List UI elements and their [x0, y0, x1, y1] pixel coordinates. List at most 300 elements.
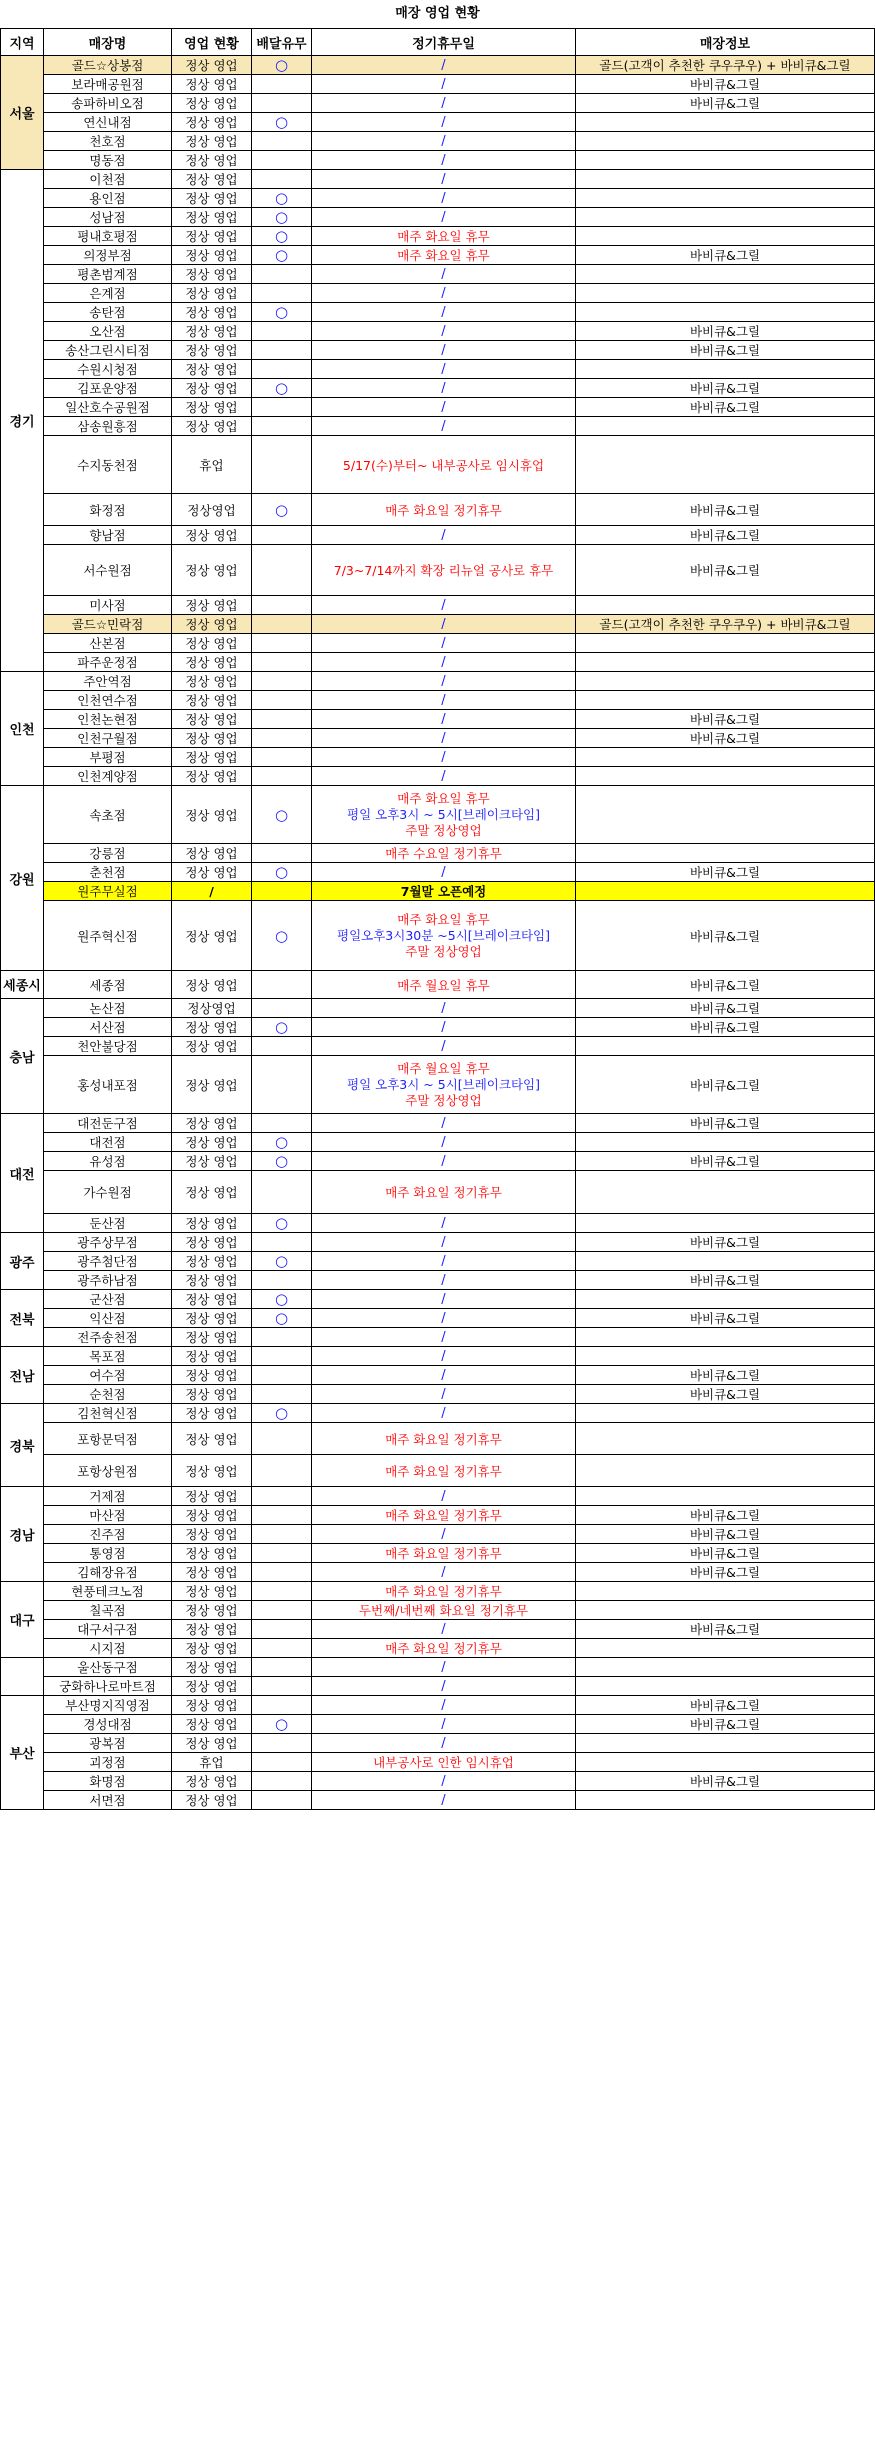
delivery-cell: [252, 691, 312, 710]
store-status: 정상 영업: [172, 1734, 252, 1753]
delivery-cell: [252, 1639, 312, 1658]
delivery-cell: [252, 1404, 312, 1423]
delivery-cell: [252, 1487, 312, 1506]
delivery-cell: [252, 1423, 312, 1455]
store-info: 바비큐&그릴: [576, 545, 875, 596]
delivery-cell: [252, 526, 312, 545]
delivery-cell: [252, 94, 312, 113]
store-info: [576, 1037, 875, 1056]
store-name: 서산점: [44, 1018, 172, 1037]
store-status: 정상 영업: [172, 767, 252, 786]
closed-day: 7/3~7/14까지 확장 리뉴얼 공사로 휴무: [312, 545, 576, 596]
store-info: [576, 1171, 875, 1214]
store-status: 정상 영업: [172, 360, 252, 379]
circle-icon: ○: [274, 805, 289, 824]
closed-day: 5/17(수)부터~ 내부공사로 임시휴업: [312, 436, 576, 494]
store-status: 정상 영업: [172, 1171, 252, 1214]
store-status: 정상 영업: [172, 1233, 252, 1252]
store-name: 삼송원흥점: [44, 417, 172, 436]
store-name: 은계점: [44, 284, 172, 303]
table-row: [1, 1582, 875, 1601]
table-row: [1, 1271, 875, 1290]
store-status: 정상 영업: [172, 151, 252, 170]
closed-day: /: [312, 729, 576, 748]
store-info: 바비큐&그릴: [576, 1772, 875, 1791]
store-info: [576, 1487, 875, 1506]
closed-day: /: [312, 1563, 576, 1582]
table-row: [1, 246, 875, 265]
table-row: [1, 844, 875, 863]
table-row: [1, 1037, 875, 1056]
delivery-cell: [252, 1715, 312, 1734]
table-row: [1, 1404, 875, 1423]
delivery-cell: [252, 303, 312, 322]
closed-day: /: [312, 398, 576, 417]
store-info: [576, 1347, 875, 1366]
closed-day: /: [312, 265, 576, 284]
region-cell: 경남: [1, 1487, 44, 1582]
delivery-cell: [252, 1563, 312, 1582]
delivery-cell: [252, 246, 312, 265]
closed-day: /: [312, 360, 576, 379]
table-row: [1, 113, 875, 132]
store-status: 정상 영업: [172, 75, 252, 94]
store-name: 서수원점: [44, 545, 172, 596]
closed-day: 매주 화요일 정기휴무: [312, 1639, 576, 1658]
store-name: 화명점: [44, 1772, 172, 1791]
table-row: [1, 971, 875, 999]
store-info: 바비큐&그릴: [576, 1544, 875, 1563]
store-name: 부산명지직영점: [44, 1696, 172, 1715]
store-status: 정상 영업: [172, 672, 252, 691]
store-status: 정상 영업: [172, 113, 252, 132]
store-name: 수원시청점: [44, 360, 172, 379]
closed-day: /: [312, 672, 576, 691]
table-row: [1, 786, 875, 844]
header-delivery: 배달유무: [252, 29, 312, 56]
header-region: 지역: [1, 29, 44, 56]
delivery-cell: [252, 634, 312, 653]
store-name: 명동점: [44, 151, 172, 170]
delivery-cell: [252, 672, 312, 691]
store-status: 정상 영업: [172, 56, 252, 75]
closed-day: /: [312, 634, 576, 653]
table-row: [1, 1423, 875, 1455]
store-info: 바비큐&그릴: [576, 75, 875, 94]
table-row: [1, 653, 875, 672]
store-info: 바비큐&그릴: [576, 246, 875, 265]
store-status: 정상 영업: [172, 1056, 252, 1114]
delivery-cell: [252, 1772, 312, 1791]
delivery-cell: [252, 1734, 312, 1753]
delivery-cell: [252, 999, 312, 1018]
store-status: 정상 영업: [172, 1309, 252, 1328]
store-name: 평촌범계점: [44, 265, 172, 284]
store-info: [576, 767, 875, 786]
table-row: [1, 691, 875, 710]
delivery-cell: [252, 767, 312, 786]
closed-day: /: [312, 748, 576, 767]
delivery-cell: [252, 1037, 312, 1056]
store-info: 바비큐&그릴: [576, 1309, 875, 1328]
store-info: 바비큐&그릴: [576, 1715, 875, 1734]
store-status: 정상 영업: [172, 1018, 252, 1037]
delivery-cell: [252, 1366, 312, 1385]
delivery-cell: [252, 189, 312, 208]
store-name: 오산점: [44, 322, 172, 341]
store-status: 정상영업: [172, 494, 252, 526]
delivery-cell: [252, 436, 312, 494]
delivery-cell: [252, 1347, 312, 1366]
closed-day: /: [312, 767, 576, 786]
closed-day: /: [312, 653, 576, 672]
store-status: 정상 영업: [172, 1455, 252, 1487]
store-name: 김해장유점: [44, 1563, 172, 1582]
closed-day: /: [312, 208, 576, 227]
store-status: 정상 영업: [172, 1271, 252, 1290]
table-row: [1, 265, 875, 284]
store-status: 정상 영업: [172, 748, 252, 767]
delivery-cell: [252, 1233, 312, 1252]
circle-icon: ○: [274, 113, 289, 131]
closed-day: 매주 화요일 정기휴무: [312, 1506, 576, 1525]
store-info: [576, 1677, 875, 1696]
store-info: [576, 596, 875, 615]
delivery-cell: [252, 971, 312, 999]
store-info: 바비큐&그릴: [576, 1525, 875, 1544]
delivery-cell: [252, 1133, 312, 1152]
store-name: 군산점: [44, 1290, 172, 1309]
store-info: [576, 227, 875, 246]
delivery-cell: [252, 1791, 312, 1810]
table-row: [1, 1366, 875, 1385]
table-row: [1, 748, 875, 767]
store-info: [576, 265, 875, 284]
closed-day: /: [312, 1487, 576, 1506]
region-cell: 경북: [1, 1404, 44, 1487]
delivery-cell: [252, 729, 312, 748]
store-info: 바비큐&그릴: [576, 1233, 875, 1252]
delivery-cell: [252, 341, 312, 360]
delivery-cell: [252, 1171, 312, 1214]
store-name: 원주혁신점: [44, 901, 172, 971]
store-status: 정상 영업: [172, 398, 252, 417]
store-name: 시지점: [44, 1639, 172, 1658]
store-status: 정상 영업: [172, 1506, 252, 1525]
closed-day: /: [312, 284, 576, 303]
closed-day: /: [312, 526, 576, 545]
store-name: 여수점: [44, 1366, 172, 1385]
store-name: 세종점: [44, 971, 172, 999]
store-info: [576, 360, 875, 379]
store-info: [576, 1133, 875, 1152]
store-name: 논산점: [44, 999, 172, 1018]
store-info: [576, 151, 875, 170]
closed-day: 매주 화요일 정기휴무: [312, 1582, 576, 1601]
closed-day: /: [312, 1347, 576, 1366]
store-info: 바비큐&그릴: [576, 494, 875, 526]
table-row: [1, 1152, 875, 1171]
region-cell: 전남: [1, 1347, 44, 1404]
closed-day-line: 평일 오후3시 ~ 5시[브레이크타임]: [347, 806, 540, 822]
delivery-cell: [252, 1544, 312, 1563]
store-status: 정상 영업: [172, 691, 252, 710]
closed-day: /: [312, 1734, 576, 1753]
closed-day: 매주 화요일 정기휴무: [312, 1455, 576, 1487]
closed-day: 매주 화요일 정기휴무: [312, 1544, 576, 1563]
delivery-cell: [252, 653, 312, 672]
store-info: [576, 417, 875, 436]
store-name: 천호점: [44, 132, 172, 151]
store-status: 정상 영업: [172, 1639, 252, 1658]
store-status: 정상 영업: [172, 844, 252, 863]
store-info: 바비큐&그릴: [576, 710, 875, 729]
store-status: 정상 영업: [172, 729, 252, 748]
store-status: 정상 영업: [172, 322, 252, 341]
table-row: [1, 284, 875, 303]
header-store-info: 매장정보: [576, 29, 875, 56]
delivery-cell: [252, 56, 312, 75]
store-status: 휴업: [172, 436, 252, 494]
store-info: 바비큐&그릴: [576, 94, 875, 113]
store-status: 정상 영업: [172, 1601, 252, 1620]
header-store-name: 매장명: [44, 29, 172, 56]
table-row: [1, 1639, 875, 1658]
store-info: 바비큐&그릴: [576, 322, 875, 341]
store-name: 인천연수점: [44, 691, 172, 710]
closed-day: /: [312, 303, 576, 322]
closed-day: /: [312, 596, 576, 615]
circle-icon: ○: [274, 1252, 289, 1270]
store-info: 골드(고객이 추천한 쿠우쿠우) + 바비큐&그릴: [576, 56, 875, 75]
table-row: [1, 1309, 875, 1328]
table-row: [1, 1114, 875, 1133]
store-info: [576, 1658, 875, 1677]
store-info: [576, 113, 875, 132]
store-status: 정상 영업: [172, 1677, 252, 1696]
table-row: [1, 1753, 875, 1772]
store-info: 바비큐&그릴: [576, 999, 875, 1018]
table-row: [1, 1347, 875, 1366]
delivery-cell: [252, 1328, 312, 1347]
region-cell: 강원: [1, 786, 44, 971]
store-name: 통영점: [44, 1544, 172, 1563]
store-status: 정상 영업: [172, 94, 252, 113]
closed-day: /: [312, 1658, 576, 1677]
store-info: 바비큐&그릴: [576, 901, 875, 971]
table-row: [1, 1018, 875, 1037]
store-info: 바비큐&그릴: [576, 1152, 875, 1171]
table-row: [1, 1252, 875, 1271]
closed-day: 매주 화요일 정기휴무: [312, 494, 576, 526]
closed-day-line: 평일 오후3시 ~ 5시[브레이크타임]: [347, 1076, 540, 1092]
store-status: 정상 영업: [172, 1133, 252, 1152]
store-name: 송탄점: [44, 303, 172, 322]
delivery-cell: [252, 596, 312, 615]
closed-day-line: 주말 정상영업: [405, 822, 482, 838]
closed-day: [312, 1056, 576, 1114]
table-row: [1, 322, 875, 341]
closed-day: /: [312, 322, 576, 341]
store-info: 바비큐&그릴: [576, 1563, 875, 1582]
closed-day: /: [312, 1133, 576, 1152]
store-name: 대전둔구점: [44, 1114, 172, 1133]
store-status: 정상 영업: [172, 1252, 252, 1271]
table-row: [1, 227, 875, 246]
store-status: 정상 영업: [172, 303, 252, 322]
store-info: [576, 1290, 875, 1309]
closed-day: /: [312, 1114, 576, 1133]
store-name: 현풍테크노점: [44, 1582, 172, 1601]
circle-icon: ○: [274, 208, 289, 226]
delivery-cell: [252, 1252, 312, 1271]
table-row: [1, 132, 875, 151]
table-row: [1, 545, 875, 596]
closed-day: /: [312, 1366, 576, 1385]
store-name: 전주송천점: [44, 1328, 172, 1347]
store-info: [576, 208, 875, 227]
table-row: [1, 1715, 875, 1734]
circle-icon: ○: [274, 863, 289, 881]
circle-icon: ○: [274, 1152, 289, 1170]
table-row: [1, 729, 875, 748]
store-info: 바비큐&그릴: [576, 1018, 875, 1037]
store-status: 정상 영업: [172, 170, 252, 189]
store-info: [576, 1601, 875, 1620]
closed-day: /: [312, 863, 576, 882]
store-name: 인천논현점: [44, 710, 172, 729]
store-status: 정상 영업: [172, 1152, 252, 1171]
store-info: [576, 1455, 875, 1487]
delivery-cell: [252, 863, 312, 882]
closed-day: /: [312, 1152, 576, 1171]
delivery-cell: [252, 398, 312, 417]
closed-day: /: [312, 999, 576, 1018]
store-info: [576, 786, 875, 844]
closed-day: /: [312, 189, 576, 208]
store-name: 가수원점: [44, 1171, 172, 1214]
table-row: [1, 360, 875, 379]
table-row: [1, 1233, 875, 1252]
delivery-cell: [252, 1309, 312, 1328]
store-status: 정상 영업: [172, 132, 252, 151]
store-status: 휴업: [172, 1753, 252, 1772]
store-info: [576, 1404, 875, 1423]
store-status: 정상 영업: [172, 971, 252, 999]
store-info: [576, 1734, 875, 1753]
circle-icon: ○: [274, 1290, 289, 1308]
closed-day: /: [312, 1525, 576, 1544]
store-name: 수지동천점: [44, 436, 172, 494]
table-row: [1, 436, 875, 494]
store-status: 정상 영업: [172, 1347, 252, 1366]
delivery-cell: [252, 284, 312, 303]
closed-day: 매주 수요일 정기휴무: [312, 844, 576, 863]
delivery-cell: [252, 265, 312, 284]
store-name: 골드☆민락점: [44, 615, 172, 634]
store-status: 정상 영업: [172, 1563, 252, 1582]
table-row: [1, 170, 875, 189]
delivery-cell: [252, 786, 312, 844]
store-name: 화정점: [44, 494, 172, 526]
region-cell: 대전: [1, 1114, 44, 1233]
store-status: 정상 영업: [172, 1658, 252, 1677]
store-name: 강릉점: [44, 844, 172, 863]
table-row: [1, 710, 875, 729]
closed-day: /: [312, 691, 576, 710]
delivery-cell: [252, 1214, 312, 1233]
closed-day-line: 주말 정상영업: [405, 1092, 482, 1108]
delivery-cell: [252, 1658, 312, 1677]
store-name: 송파하비오점: [44, 94, 172, 113]
table-row: [1, 1455, 875, 1487]
store-info: [576, 303, 875, 322]
closed-day: /: [312, 615, 576, 634]
circle-icon: ○: [274, 1214, 289, 1232]
store-name: 용인점: [44, 189, 172, 208]
delivery-cell: [252, 1290, 312, 1309]
table-row: [1, 863, 875, 882]
store-name: 경성대점: [44, 1715, 172, 1734]
store-name: 대구서구점: [44, 1620, 172, 1639]
delivery-cell: [252, 1696, 312, 1715]
store-info: [576, 691, 875, 710]
table-row: [1, 189, 875, 208]
table-row: [1, 1487, 875, 1506]
store-info: [576, 882, 875, 901]
table-row: [1, 615, 875, 634]
store-name: 포항상원점: [44, 1455, 172, 1487]
store-name: 평내호평점: [44, 227, 172, 246]
table-row: [1, 1171, 875, 1214]
store-name: 천안불당점: [44, 1037, 172, 1056]
table-row: [1, 1620, 875, 1639]
table-row: [1, 1677, 875, 1696]
store-name: 포항문덕점: [44, 1423, 172, 1455]
store-status: 정상 영업: [172, 417, 252, 436]
store-status: 정상 영업: [172, 863, 252, 882]
closed-day-line: 매주 화요일 휴무: [397, 911, 490, 927]
store-name: 원주무실점: [44, 882, 172, 901]
delivery-cell: [252, 208, 312, 227]
table-header-row: [1, 29, 875, 56]
closed-day: /: [312, 1404, 576, 1423]
store-info: 바비큐&그릴: [576, 971, 875, 999]
store-name: 광주첨단점: [44, 1252, 172, 1271]
delivery-cell: [252, 1455, 312, 1487]
header-status: 영업 현황: [172, 29, 252, 56]
delivery-cell: [252, 1525, 312, 1544]
table-row: [1, 1601, 875, 1620]
store-status: 정상 영업: [172, 1290, 252, 1309]
store-info: 바비큐&그릴: [576, 1114, 875, 1133]
store-name: 춘천점: [44, 863, 172, 882]
store-info: 바비큐&그릴: [576, 1696, 875, 1715]
store-status: 정상 영업: [172, 615, 252, 634]
delivery-cell: [252, 748, 312, 767]
delivery-cell: [252, 710, 312, 729]
table-row: [1, 634, 875, 653]
table-row: [1, 398, 875, 417]
store-name: 주안역점: [44, 672, 172, 691]
closed-day: 7월말 오픈예정: [312, 882, 576, 901]
store-name: 김천혁신점: [44, 1404, 172, 1423]
store-status-table: [0, 28, 875, 1810]
store-info: [576, 748, 875, 767]
closed-day: [312, 901, 576, 971]
store-name: 속초점: [44, 786, 172, 844]
store-info: [576, 189, 875, 208]
